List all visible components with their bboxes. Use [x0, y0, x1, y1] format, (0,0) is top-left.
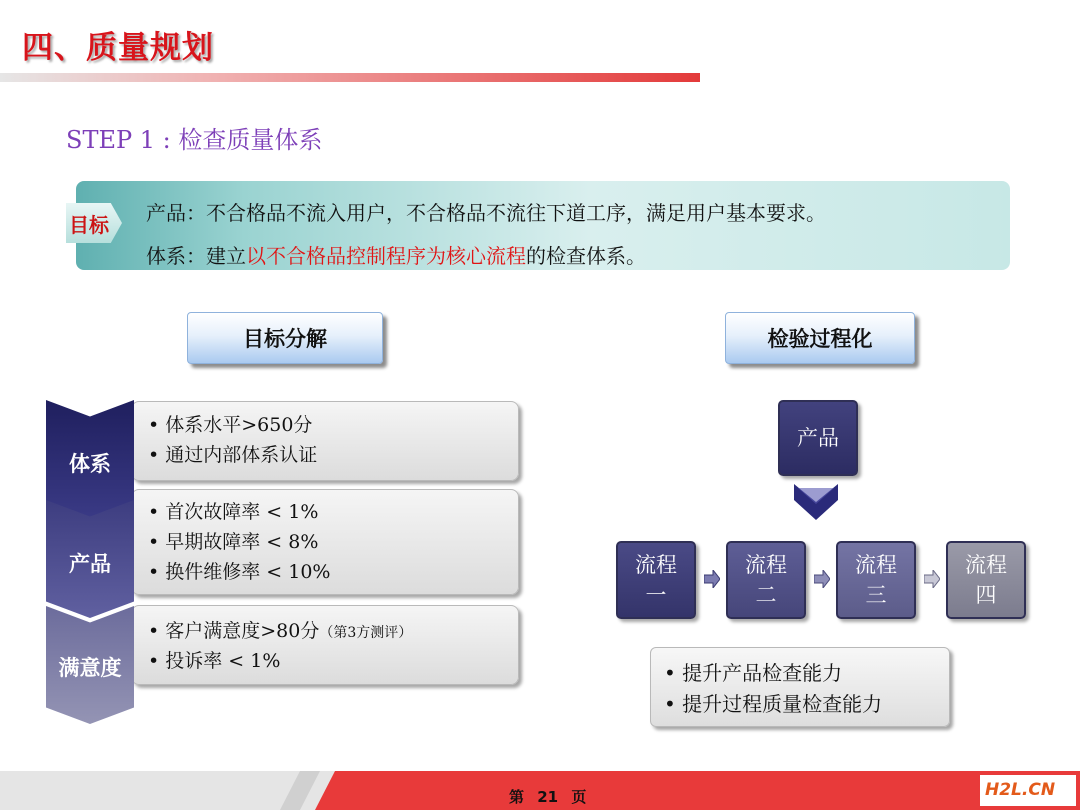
goal-breakdown-button[interactable]: 目标分解 — [187, 312, 383, 364]
page-number — [509, 786, 586, 807]
page-title: 四、质量规划 — [22, 30, 214, 66]
goal-product-line: 产品：不合格品不流入用户，不合格品不流往下道工序，满足用户基本要求。 — [146, 201, 826, 225]
system-label: 体系 — [69, 452, 111, 476]
goal-system-prefix: 体系：建立 — [146, 244, 246, 268]
process-box-1-line1: 流程 — [635, 553, 677, 577]
capability-item: • 提升过程质量检查能力 — [664, 692, 883, 716]
step-heading: STEP 1 : 检查质量体系 — [66, 126, 323, 154]
inspection-process-button[interactable]: 检验过程化 — [725, 312, 915, 364]
product-label: 产品 — [69, 552, 111, 576]
process-box-4-line1: 流程 — [965, 553, 1007, 577]
page-number-value: 21 — [537, 788, 559, 806]
process-box-1 — [616, 541, 696, 619]
process-box-3-line1: 流程 — [855, 553, 897, 577]
bullet-note: （第3方测评） — [319, 625, 413, 641]
process-box-2-line2: 二 — [755, 583, 777, 607]
bullet-item — [148, 616, 412, 643]
watermark-logo — [985, 780, 1055, 800]
product-box-label: 产品 — [797, 426, 839, 450]
process-box-2 — [726, 541, 806, 619]
process-box-4-line2: 四 — [975, 583, 997, 607]
bullet-item: • 早期故障率 < 8% — [148, 531, 319, 553]
watermark-text: H2L.CN — [985, 780, 1056, 800]
bullet-item: • 通过内部体系认证 — [148, 444, 318, 466]
page-number-prefix: 第 — [509, 788, 525, 806]
capability-item: • 提升产品检查能力 — [664, 661, 843, 685]
bullet-item: • 体系水平>650分 — [148, 414, 313, 436]
process-box-3-line2: 三 — [865, 583, 887, 607]
product-box — [778, 400, 858, 476]
goal-system-suffix: 的检查体系。 — [526, 244, 646, 268]
goal-system-highlight: 以不合格品控制程序为核心流程 — [246, 244, 526, 268]
bullet-item: • 投诉率 < 1% — [148, 650, 281, 672]
process-box-2-line1: 流程 — [745, 553, 787, 577]
arrow-right-icon — [704, 570, 720, 588]
bullet-main: • 客户满意度>80分 — [148, 620, 320, 642]
bullet-item: • 换件维修率 < 10% — [148, 561, 331, 583]
goal-tag-label: 目标 — [69, 213, 109, 237]
satisfaction-label: 满意度 — [58, 656, 122, 680]
page-number-suffix: 页 — [571, 788, 587, 806]
arrow-right-icon — [814, 570, 830, 588]
title-underline — [0, 73, 700, 82]
goal-system-line — [146, 240, 646, 269]
process-box-3 — [836, 541, 916, 619]
bullet-item: • 首次故障率 < 1% — [148, 501, 319, 523]
chevron-down-icon — [794, 484, 838, 520]
process-box-4 — [946, 541, 1026, 619]
process-box-1-line2: 一 — [645, 583, 667, 607]
arrow-right-icon — [924, 570, 940, 588]
